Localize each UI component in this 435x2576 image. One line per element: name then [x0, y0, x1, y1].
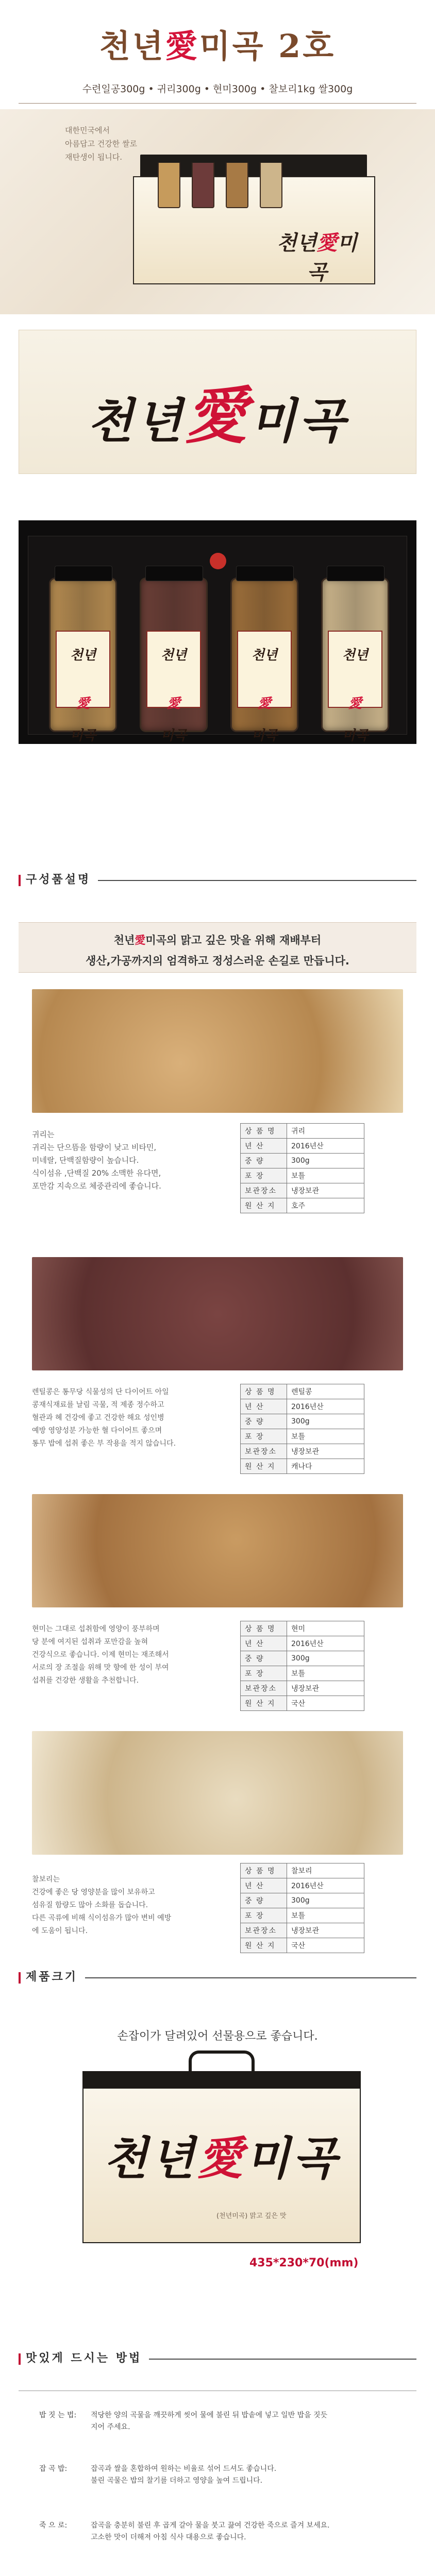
box-brand-love: 愛: [197, 2131, 246, 2185]
hero-note-line: 아름답고 건강한 쌀로: [65, 139, 137, 148]
spec-key: 원 산 지: [241, 1198, 287, 1213]
section-heading-composition: [19, 871, 416, 892]
jar-label-love: 愛: [348, 696, 362, 711]
jar-label: 미곡: [251, 728, 278, 743]
intro-line-1: [19, 932, 416, 947]
spec-value: 300g: [287, 1651, 364, 1666]
table-row: [241, 1414, 364, 1429]
table-row: [241, 1621, 364, 1636]
box-lid: [82, 2071, 361, 2088]
desc-line: 찰보리는: [32, 1875, 60, 1884]
desc-line: 귀리는: [32, 1130, 55, 1139]
calligraphy-banner: [0, 330, 435, 489]
spec-value: 국산: [287, 1938, 364, 1953]
method-label: 밥 짓 는 법:: [39, 2411, 77, 2419]
desc-line: 귀리는 단으뜸을 함량이 낮고 비타민,: [32, 1143, 157, 1152]
table-row: [241, 1459, 364, 1474]
spec-key: 원 산 지: [241, 1459, 287, 1474]
spec-key: 중 량: [241, 1154, 287, 1168]
spec-value: 2016년산: [287, 1399, 364, 1414]
calligraphy-text: [19, 367, 416, 455]
method-text: 지어 주세요.: [91, 2423, 130, 2431]
spec-key: 포 장: [241, 1666, 287, 1681]
desc-line: 통무 밥에 섭취 좋은 부 작용을 적지 않습니다.: [32, 1439, 176, 1448]
grain-description: [32, 1873, 228, 1938]
desc-line: 렌틸콩은 통무당 식물성의 단 다이어트 아일: [32, 1388, 169, 1396]
desc-line: 서로의 장 조절을 위해 맛 향에 한 성이 부여: [32, 1664, 169, 1672]
method-label: 잡 곡 밥:: [39, 2465, 68, 2473]
spec-value: 찰보리: [287, 1863, 364, 1878]
spec-value: 300g: [287, 1414, 364, 1429]
spec-key: 포 장: [241, 1429, 287, 1444]
table-row: [241, 1168, 364, 1183]
grain-photo: [32, 1731, 403, 1855]
gift-set-tray: [28, 536, 407, 743]
intro-love-char: 愛: [135, 934, 146, 946]
grain-row-oats: [19, 989, 416, 1257]
spec-value: 냉장보관: [287, 1444, 364, 1459]
method-text: 적당한 양의 곡물을 깨끗하게 씻어 물에 불린 뒤 밥솥에 넣고 일반 밥을 짓듯: [91, 2411, 328, 2419]
table-row: [241, 1938, 364, 1953]
section-title: 제품크기: [19, 1968, 85, 1987]
spec-table: [240, 1384, 364, 1474]
calligraphy-part: 천년: [87, 393, 185, 449]
jar-label: 미곡: [342, 728, 369, 743]
spec-key: 보관장소: [241, 1183, 287, 1198]
spec-key: 상 품 명: [241, 1384, 287, 1399]
desc-line: 다른 곡류에 비해 식이섬유가 많아 변비 예방: [32, 1914, 172, 1922]
grain-photo: [32, 1257, 403, 1370]
desc-line: 포만감 지속으로 체중관리에 좋습니다.: [32, 1181, 161, 1191]
grain-photo: [32, 1494, 403, 1607]
spec-value: 국산: [287, 1696, 364, 1711]
intro-part: 미곡의 맑고 깊은 맛을 위해 재배부터: [145, 934, 322, 946]
table-row: [241, 1198, 364, 1213]
spec-value: 냉장보관: [287, 1923, 364, 1938]
spec-key: 상 품 명: [241, 1621, 287, 1636]
grain-photo: [32, 989, 403, 1113]
desc-line: 섬유질 함량도 많아 소화를 돕습니다.: [32, 1901, 148, 1909]
list-item: [19, 2463, 416, 2494]
spec-value: 캐나다: [287, 1459, 364, 1474]
box-brand-part: 천년: [103, 2131, 197, 2185]
page-subtitle: 수련일공300g • 귀리300g • 현미300g • 찰보리1kg 쌀300g: [82, 83, 353, 95]
spec-key: 중 량: [241, 1651, 287, 1666]
spec-key: 상 품 명: [241, 1124, 287, 1139]
page-title: [0, 21, 435, 66]
gift-set-photo: [19, 520, 416, 744]
jar-label: 천년: [70, 648, 96, 663]
box-dimensions: 435*230*70(mm): [249, 2257, 359, 2269]
spec-value: 2016년산: [287, 1878, 364, 1893]
table-row: [241, 1923, 364, 1938]
section-title: 구성품설명: [19, 871, 98, 889]
jar-label: 천년: [251, 648, 278, 663]
jar-label: 미곡: [70, 728, 96, 743]
spec-key: 년 산: [241, 1399, 287, 1414]
header-section: [0, 0, 435, 314]
jar-label-love: 愛: [257, 696, 271, 711]
hero-note-line: 재탄생이 됩니다.: [65, 152, 122, 162]
spec-value: 보틀: [287, 1168, 364, 1183]
section-heading-how-to-eat: [19, 2349, 416, 2371]
desc-line: 당 분에 여지된 섭취과 포만감을 높혀: [32, 1638, 148, 1646]
box-tagline: (천년미곡) 맑고 깊은 맛: [216, 2212, 287, 2220]
spec-key: 원 산 지: [241, 1696, 287, 1711]
brand-emblem-icon: [210, 553, 226, 569]
spec-key: 포 장: [241, 1168, 287, 1183]
hero-note-line: 대한민국에서: [65, 126, 110, 135]
hero-note: [65, 124, 137, 164]
table-row: [241, 1139, 364, 1154]
jar: [226, 161, 248, 208]
table-row: [241, 1908, 364, 1923]
spec-value: 귀리: [287, 1124, 364, 1139]
calligraphy-love-char: 愛: [185, 380, 250, 452]
spec-key: 중 량: [241, 1414, 287, 1429]
table-row: [241, 1636, 364, 1651]
intro-band: [19, 922, 416, 973]
table-row: [241, 1696, 364, 1711]
divider: [19, 103, 416, 104]
table-row: [241, 1878, 364, 1893]
box-brand-part: 미곡: [246, 2131, 340, 2185]
spec-value: 2016년산: [287, 1636, 364, 1651]
box-brand: [82, 2123, 361, 2188]
table-row: [241, 1893, 364, 1908]
gift-box-brand: [268, 227, 366, 285]
brand-part: 천년: [277, 231, 317, 255]
table-row: [241, 1183, 364, 1198]
title-love-char: 愛: [165, 27, 199, 65]
desc-line: 건강식으로 좋습니다. 이제 현미는 재조해서: [32, 1651, 169, 1659]
jar-label: 천년: [160, 648, 187, 663]
table-row: [241, 1124, 364, 1139]
desc-line: 식이섬유 ,단백질 20% 소맥한 유다면,: [32, 1168, 161, 1178]
size-caption: 손잡이가 달려있어 선물용으로 좋습니다.: [117, 2030, 318, 2043]
intro-part: 천년: [113, 934, 135, 946]
spec-value: 보틀: [287, 1666, 364, 1681]
calligraphy-part: 미곡: [250, 393, 348, 449]
grain-description: [32, 1623, 228, 1687]
jar-label-love: 愛: [76, 696, 90, 711]
spec-key: 중 량: [241, 1893, 287, 1908]
table-row: [241, 1444, 364, 1459]
grain-row-brown-rice: [19, 1494, 416, 1710]
intro-line-2: 생산,가공까지의 엄격하고 정성스러운 손길로 만듭니다.: [86, 955, 349, 967]
spec-key: 보관장소: [241, 1444, 287, 1459]
grain-row-barley: [19, 1731, 416, 1958]
table-row: [241, 1154, 364, 1168]
spec-value: 렌틸콩: [287, 1384, 364, 1399]
table-row: [241, 1863, 364, 1878]
spec-value: 현미: [287, 1621, 364, 1636]
desc-line: 예방 영양성분 가능한 혈 다이어트 좋으며: [32, 1427, 162, 1435]
title-part: 천년: [99, 27, 165, 65]
grain-description: [32, 1128, 228, 1193]
desc-line: 에 도움이 됩니다.: [32, 1927, 88, 1935]
jar-label-love: 愛: [166, 696, 180, 711]
table-row: [241, 1681, 364, 1696]
spec-key: 년 산: [241, 1878, 287, 1893]
desc-line: 섭취를 건강한 생활을 추천합니다.: [32, 1676, 139, 1685]
method-label: 죽 으 로:: [39, 2521, 68, 2530]
grain-description: [32, 1386, 228, 1450]
spec-key: 년 산: [241, 1636, 287, 1651]
jar: [192, 161, 214, 208]
brand-part: 미곡: [307, 231, 357, 284]
table-row: [241, 1384, 364, 1399]
list-item: [19, 2410, 416, 2441]
desc-line: 건강에 좋은 당 영양분을 많이 보유하고: [32, 1888, 155, 1896]
desc-line: 미네랄, 단백질함량이 높습니다.: [32, 1156, 139, 1165]
jar-label: 미곡: [160, 728, 187, 743]
spec-value: 보틀: [287, 1908, 364, 1923]
method-text: 고소한 맛이 더해져 아침 식사 대용으로 좋습니다.: [91, 2533, 246, 2541]
method-text: 잡곡을 충분히 불린 후 곱게 갈아 물을 붓고 끓여 건강한 죽으로 즐겨 보세요.: [91, 2521, 330, 2530]
spec-key: 보관장소: [241, 1923, 287, 1938]
spec-key: 포 장: [241, 1908, 287, 1923]
spec-table: [240, 1863, 364, 1953]
spec-value: 300g: [287, 1893, 364, 1908]
table-row: [241, 1666, 364, 1681]
spec-table: [240, 1123, 364, 1213]
spec-value: 냉장보관: [287, 1183, 364, 1198]
gift-set-jar: [49, 578, 117, 743]
desc-line: 현미는 그대로 섭취함에 영양이 풍부하며: [32, 1625, 160, 1633]
spec-value: 보틀: [287, 1429, 364, 1444]
spec-table: [240, 1621, 364, 1711]
gift-set-jar: [230, 578, 298, 743]
desc-line: 콩재식재료를 날림 곡물, 적 제종 정수하고: [32, 1401, 164, 1409]
table-row: [241, 1399, 364, 1414]
section-heading-size: [19, 1968, 416, 1990]
spec-key: 상 품 명: [241, 1863, 287, 1878]
jar: [260, 161, 282, 208]
spec-value: 2016년산: [287, 1139, 364, 1154]
brand-love-char: 愛: [316, 231, 338, 255]
title-part: 미곡 2호: [199, 27, 336, 65]
spec-key: 년 산: [241, 1139, 287, 1154]
spec-value: 300g: [287, 1154, 364, 1168]
jar-label: 천년: [342, 648, 369, 663]
jar: [158, 161, 180, 208]
spec-value: 호주: [287, 1198, 364, 1213]
list-item: [19, 2520, 416, 2551]
table-row: [241, 1651, 364, 1666]
gift-set-jar: [140, 578, 208, 743]
table-row: [241, 1429, 364, 1444]
method-text: 잡곡과 쌀을 혼합하여 원하는 비율로 섞어 드셔도 좋습니다.: [91, 2465, 277, 2473]
how-to-eat-list: [19, 2391, 416, 2576]
gift-set-jar: [321, 578, 389, 743]
desc-line: 혈관과 혜 건강에 좋고 건강한 해요 성인병: [32, 1414, 164, 1422]
method-text: 불린 곡물은 밥의 찰기를 더하고 영양을 높여 드립니다.: [91, 2477, 263, 2485]
grain-row-lentil: [19, 1257, 416, 1473]
spec-value: 냉장보관: [287, 1681, 364, 1696]
spec-key: 원 산 지: [241, 1938, 287, 1953]
spec-key: 보관장소: [241, 1681, 287, 1696]
section-title: 맛있게 드시는 방법: [19, 2349, 149, 2368]
